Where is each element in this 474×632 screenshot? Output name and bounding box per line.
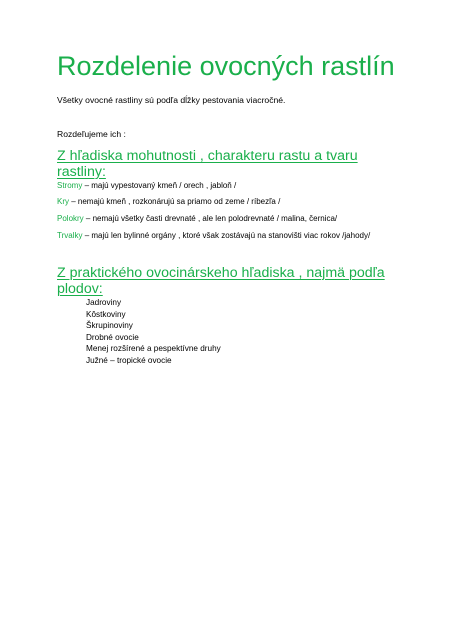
list-item: Kôstkoviny	[86, 309, 126, 319]
plant-type-description: – majú len bylinné orgány , ktoré však zostávajú na stanovišti viac rokov /jahody/	[82, 231, 371, 240]
plant-type-description: – nemajú kmeň , rozkonárujú sa priamo od zeme / ríbezľa /	[69, 197, 281, 206]
plant-type-term: Kry	[57, 197, 69, 206]
intro-paragraph: Všetky ovocné rastliny sú podľa dĺžky pestovania viacročné.	[57, 95, 286, 105]
plant-type-trees	[57, 180, 236, 191]
plant-type-term: Stromy	[57, 181, 83, 190]
list-item: Južné – tropické ovocie	[86, 355, 172, 365]
list-item: Škrupinoviny	[86, 321, 133, 330]
plant-type-term: Polokry	[57, 214, 84, 223]
lead-paragraph: Rozdeľujeme ich :	[57, 129, 126, 139]
plant-type-description: – nemajú všetky časti drevnaté , ale len polodrevnaté / malina, černica/	[83, 214, 338, 223]
fruit-category-list	[86, 297, 221, 366]
list-item: Jadroviny	[86, 298, 122, 307]
list-item: Menej rozšírené a pespektívne druhy	[86, 344, 221, 353]
section-heading-growth: Z hľadiska mohutnosti , charakteru rastu a tvaru rastliny:	[57, 148, 358, 180]
plant-type-perennials	[57, 230, 370, 241]
plant-type-description: – majú vypestovaný kmeň / orech , jabloň /	[82, 181, 237, 190]
list-item: Drobné ovocie	[86, 332, 139, 342]
section-heading-practical: Z praktického ovocinárskeho hľadiska , najmä podľa plodov:	[57, 265, 385, 297]
plant-type-term: Trvalky	[57, 231, 83, 240]
plant-type-semishrubs	[57, 213, 337, 224]
plant-type-shrubs	[57, 196, 280, 207]
document-title: Rozdelenie ovocných rastlín	[57, 51, 395, 81]
